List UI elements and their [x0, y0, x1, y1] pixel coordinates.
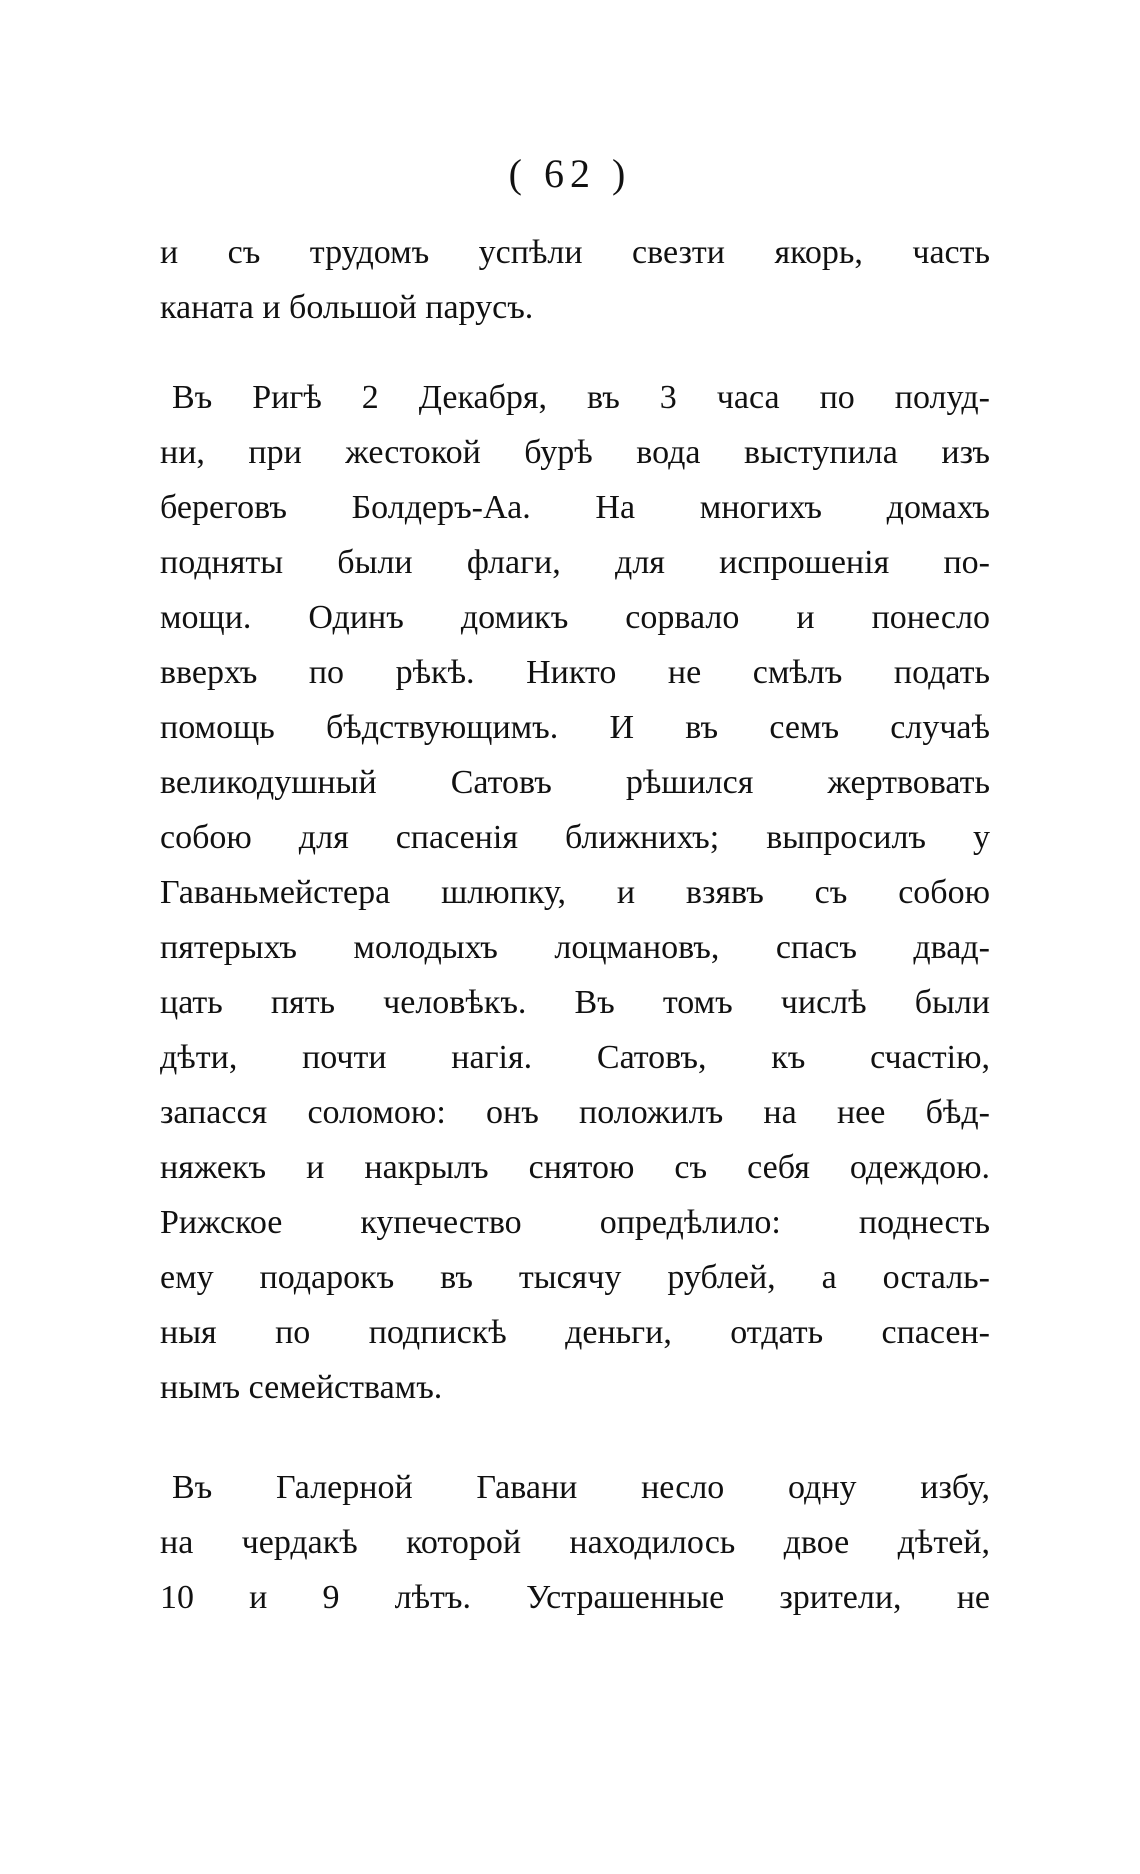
text-line: нымъ семействамъ.	[160, 1369, 443, 1406]
text-line: вверхъ по рѣкѣ. Никто не смѣлъ подать	[160, 654, 990, 691]
text-line: каната и большой парусъ.	[160, 289, 534, 326]
text-line: береговъ Болдеръ-Аа. На многихъ домахъ	[160, 489, 990, 526]
text-line: ему подарокъ въ тысячу рублей, а осталь-	[160, 1259, 990, 1296]
text-line: пятерыхъ молодыхъ лоцмановъ, спасъ двад-	[160, 929, 990, 966]
text-line: на чердакѣ которой находилось двое дѣтей,	[160, 1524, 990, 1561]
text-line: дѣти, почти нагія. Сатовъ, къ счастію,	[160, 1039, 990, 1076]
text-line: Въ Галерной Гавани несло одну избу,	[172, 1469, 990, 1506]
text-line: ныя по подпискѣ деньги, отдать спасен-	[160, 1314, 990, 1351]
text-line: помощь бѣдствующимъ. И въ семъ случаѣ	[160, 709, 990, 746]
page-number: ( 62 )	[508, 151, 632, 196]
paragraph-2	[160, 370, 990, 1415]
text-line: Въ Ригѣ 2 Декабря, въ 3 часа по полуд-	[172, 379, 990, 416]
paragraph-3	[160, 1460, 990, 1625]
paragraph-1	[160, 225, 990, 335]
text-line: 10 и 9 лѣтъ. Устрашенные зрители, не	[160, 1579, 990, 1616]
text-line: Рижское купечество опредѣлило: поднесть	[160, 1204, 990, 1241]
text-line: подняты были флаги, для испрошенія по-	[160, 544, 990, 581]
text-line: великодушный Сатовъ рѣшился жертвовать	[160, 764, 990, 801]
text-line: ни, при жестокой бурѣ вода выступила изъ	[160, 434, 990, 471]
text-line: собою для спасенія ближнихъ; выпросилъ у	[160, 819, 990, 856]
text-line: цать пять человѣкъ. Въ томъ числѣ были	[160, 984, 990, 1021]
text-line: Гаваньмейстера шлюпку, и взявъ съ собою	[160, 874, 990, 911]
text-line: запасся соломою: онъ положилъ на нее бѣд-	[160, 1094, 990, 1131]
text-line: и съ трудомъ успѣли свезти якорь, часть	[160, 234, 990, 271]
text-line: няжекъ и накрылъ снятою съ себя одеждою.	[160, 1149, 990, 1186]
text-line: мощи. Одинъ домикъ сорвало и понесло	[160, 599, 990, 636]
